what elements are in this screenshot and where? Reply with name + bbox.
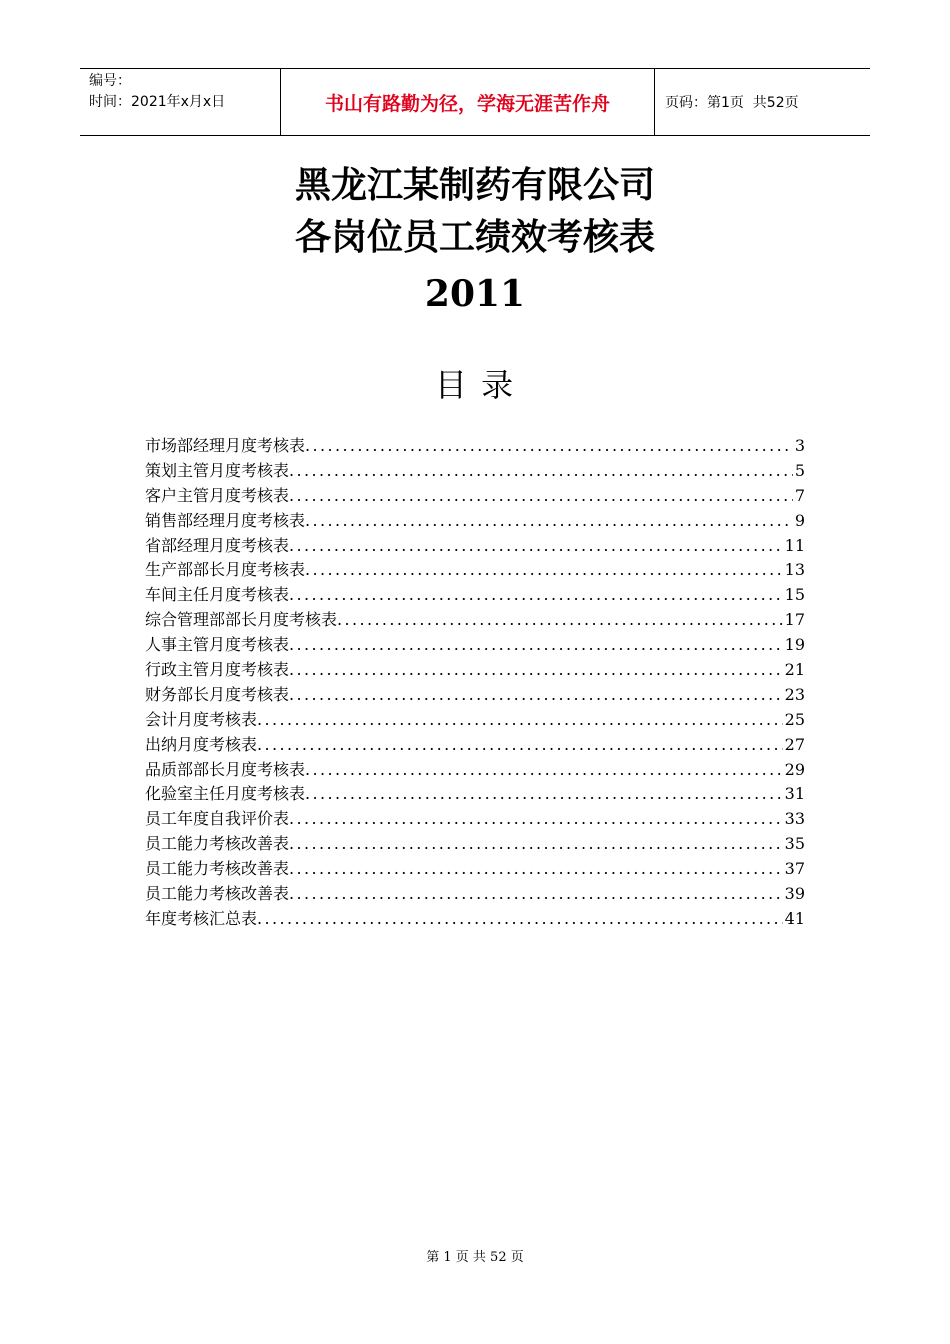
toc-dot-leader xyxy=(289,633,783,658)
header-motto: 书山有路勤为径，学海无涯苦作舟 xyxy=(281,69,655,135)
toc-entry[interactable] xyxy=(145,558,805,583)
toc-entry-page: 27 xyxy=(784,734,805,754)
toc-dot-leader xyxy=(289,857,783,882)
header-meta-cell xyxy=(80,69,281,135)
toc-entry-title: 员工能力考核改善表 xyxy=(145,884,290,904)
toc-dot-leader xyxy=(305,758,783,783)
toc-dot-leader xyxy=(289,658,783,683)
toc-entry-page: 33 xyxy=(784,809,805,829)
toc-dot-leader xyxy=(257,708,783,733)
toc-entry-page: 9 xyxy=(794,510,805,530)
toc-entry-title: 员工能力考核改善表 xyxy=(145,834,290,854)
toc-entry[interactable] xyxy=(145,509,805,534)
toc-entry-page: 25 xyxy=(784,709,805,729)
toc-entry-title: 销售部经理月度考核表 xyxy=(145,510,306,530)
toc-entry-title: 生产部部长月度考核表 xyxy=(145,560,306,580)
toc-dot-leader xyxy=(289,484,793,509)
toc-entry-title: 员工年度自我评价表 xyxy=(145,809,290,829)
toc-entry-page: 7 xyxy=(794,485,805,505)
title-company: 黑龙江某制药有限公司 xyxy=(294,165,655,206)
toc-entry[interactable] xyxy=(145,534,805,559)
toc-entry-page: 41 xyxy=(784,908,805,928)
toc-entry-title: 综合管理部部长月度考核表 xyxy=(145,610,338,630)
toc-entry-title: 会计月度考核表 xyxy=(145,709,258,729)
toc-dot-leader xyxy=(305,509,793,534)
toc-entry-page: 31 xyxy=(784,784,805,804)
toc-entry[interactable] xyxy=(145,708,805,733)
toc-entry-title: 人事主管月度考核表 xyxy=(145,635,290,655)
toc-entry[interactable] xyxy=(145,782,805,807)
toc-entry-page: 39 xyxy=(784,884,805,904)
toc-entry[interactable] xyxy=(145,907,805,932)
toc-dot-leader xyxy=(289,534,783,559)
toc-entry-page: 13 xyxy=(784,560,805,580)
toc-dot-leader xyxy=(289,683,783,708)
toc-entry-title: 策划主管月度考核表 xyxy=(145,460,290,480)
toc-entry[interactable] xyxy=(145,758,805,783)
toc-entry[interactable] xyxy=(145,733,805,758)
toc-entry-page: 29 xyxy=(784,759,805,779)
toc-entry[interactable] xyxy=(145,459,805,484)
title-subject: 各岗位员工绩效考核表 xyxy=(294,217,655,258)
toc-entry-title: 出纳月度考核表 xyxy=(145,734,258,754)
header-number-label: 编号： xyxy=(89,73,131,89)
toc-entry-page: 15 xyxy=(784,585,805,605)
toc-entry[interactable] xyxy=(145,683,805,708)
toc-entry[interactable] xyxy=(145,484,805,509)
toc-entry[interactable] xyxy=(145,857,805,882)
table-of-contents xyxy=(145,434,805,932)
title-year: 2011 xyxy=(424,273,526,315)
page-footer: 第 1 页 共 52 页 xyxy=(426,1250,524,1265)
toc-entry-page: 3 xyxy=(794,436,805,455)
toc-entry[interactable] xyxy=(145,608,805,633)
toc-entry-title: 财务部长月度考核表 xyxy=(145,684,290,704)
toc-entry-title: 行政主管月度考核表 xyxy=(145,660,290,680)
toc-dot-leader xyxy=(289,459,793,484)
toc-entry[interactable] xyxy=(145,633,805,658)
toc-entry-page: 37 xyxy=(784,859,805,879)
header-page-info: 页码：第1页 共52页 xyxy=(665,95,799,111)
toc-entry[interactable] xyxy=(145,583,805,608)
toc-entry[interactable] xyxy=(145,882,805,907)
toc-entry-page: 35 xyxy=(784,834,805,854)
toc-dot-leader xyxy=(257,907,783,932)
toc-entry-title: 车间主任月度考核表 xyxy=(145,585,290,605)
toc-entry[interactable] xyxy=(145,434,805,459)
toc-heading: 目 录 xyxy=(434,366,516,404)
toc-dot-leader xyxy=(289,832,783,857)
toc-entry-title: 市场部经理月度考核表 xyxy=(145,436,306,455)
toc-dot-leader xyxy=(289,807,783,832)
toc-entry-title: 年度考核汇总表 xyxy=(145,908,258,928)
toc-entry[interactable] xyxy=(145,807,805,832)
toc-dot-leader xyxy=(305,782,783,807)
toc-entry-title: 品质部部长月度考核表 xyxy=(145,759,306,779)
toc-entry[interactable] xyxy=(145,832,805,857)
toc-entry-title: 省部经理月度考核表 xyxy=(145,535,290,555)
toc-dot-leader xyxy=(257,733,783,758)
toc-dot-leader xyxy=(305,434,793,459)
toc-entry[interactable] xyxy=(145,658,805,683)
toc-entry-page: 21 xyxy=(784,660,805,680)
document-header xyxy=(80,68,870,136)
toc-entry-page: 17 xyxy=(784,610,805,630)
header-time-label: 时间：2021年x月x日 xyxy=(89,94,226,110)
toc-dot-leader xyxy=(305,558,783,583)
toc-entry-title: 客户主管月度考核表 xyxy=(145,485,290,505)
toc-entry-title: 化验室主任月度考核表 xyxy=(145,784,306,804)
toc-entry-page: 11 xyxy=(784,535,805,555)
toc-entry-page: 19 xyxy=(784,635,805,655)
toc-entry-title: 员工能力考核改善表 xyxy=(145,859,290,879)
toc-entry-page: 5 xyxy=(794,460,805,480)
document-title xyxy=(0,160,950,320)
toc-dot-leader xyxy=(289,882,783,907)
toc-dot-leader xyxy=(337,608,783,633)
toc-entry-page: 23 xyxy=(784,684,805,704)
toc-dot-leader xyxy=(289,583,783,608)
